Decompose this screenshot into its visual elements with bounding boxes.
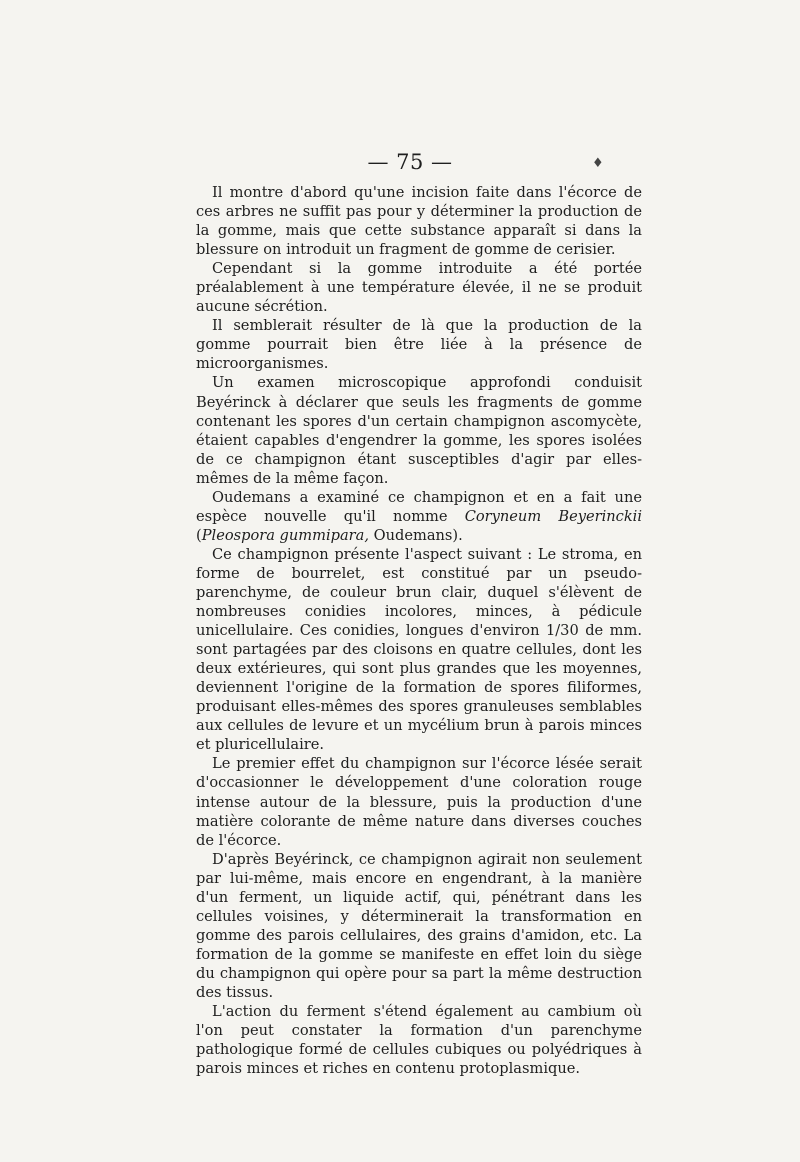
body-text xyxy=(196,183,642,1078)
paragraph-5-end: Oudemans). xyxy=(369,526,463,544)
paragraph-8: D'après Beyérinck, ce champignon agirait non seulement par lui-même, mais encore en engendrant, à la manière d'un ferment, un liquide actif, qui, pénétrant dans les cellules voisines, y déterminerait la transformation en gomme des parois cellulaires, des grains d'amidon, etc. La formation de la gomme se manifeste en effet loin du siège du champignon qui opère pour sa part la même destruction des tissus. xyxy=(196,850,642,1001)
paragraph-5 xyxy=(196,488,642,545)
species-name: Coryneum Beyerinckii xyxy=(464,507,642,525)
paragraph-5-paren: ( xyxy=(196,526,202,544)
page-number: — 75 — xyxy=(367,150,453,174)
paragraph-2: Cependant si la gomme introduite a été portée préalablement à une température élevée, il ne se produit aucune sécrétion. xyxy=(196,260,642,316)
paragraph-5-intro: Oudemans a examiné ce champignon et en a fait une espèce nouvelle qu'il nomme xyxy=(196,488,642,525)
paragraph-9: L'action du ferment s'étend également au cambium où l'on peut constater la formation d'un parenchyme pathologique formé de cellules cubiques ou polyédriques à parois minces et riches en contenu protoplasmique. xyxy=(196,1003,642,1078)
paragraph-7: Le premier effet du champignon sur l'écorce lésée serait d'occasionner le développement d'une coloration rouge intense autour de la blessure, puis la production d'une matière colorante de même nature dans diverses couches de l'écorce. xyxy=(196,755,642,849)
paragraph-4: Un examen microscopique approfondi conduisit Beyérinck à déclarer que seuls les fragments de gomme contenant les spores d'un certain champignon ascomycète, étaient capables d'engendrer la gomme, les spores isolées de ce champignon étant susceptibles d'agir par elles-mêmes de la même façon. xyxy=(196,374,642,487)
synonym-name: Pleospora gummipara, xyxy=(201,526,369,544)
print-speck: ♦ xyxy=(592,156,604,171)
paragraph-3: Il semblerait résulter de là que la production de la gomme pourrait bien être liée à la présence de microorganismes. xyxy=(196,317,642,373)
paragraph-6: Ce champignon présente l'aspect suivant : Le stroma, en forme de bourrelet, est constitué par un pseudo-parenchyme, de couleur brun clair, duquel s'élèvent de nombreuses conidies incolores, minces, à pédicule unicellulaire. Ces conidies, longues d'environ 1/30 de mm. sont partagées par des cloisons en quatre cellules, dont les deux extérieures, qui sont plus grandes que les moyennes, deviennent l'origine de la formation de spores filiformes, produisant elles-mêmes des spores granuleuses semblables aux cellules de levure et un mycélium brun à parois minces et pluricellulaire. xyxy=(196,545,642,754)
paragraph-1: Il montre d'abord qu'une incision faite dans l'écorce de ces arbres ne suffit pas pour y déterminer la production de la gomme, mais que cette substance apparaît si dans la blessure on introduit un fragment de gomme de cerisier. xyxy=(196,184,642,259)
